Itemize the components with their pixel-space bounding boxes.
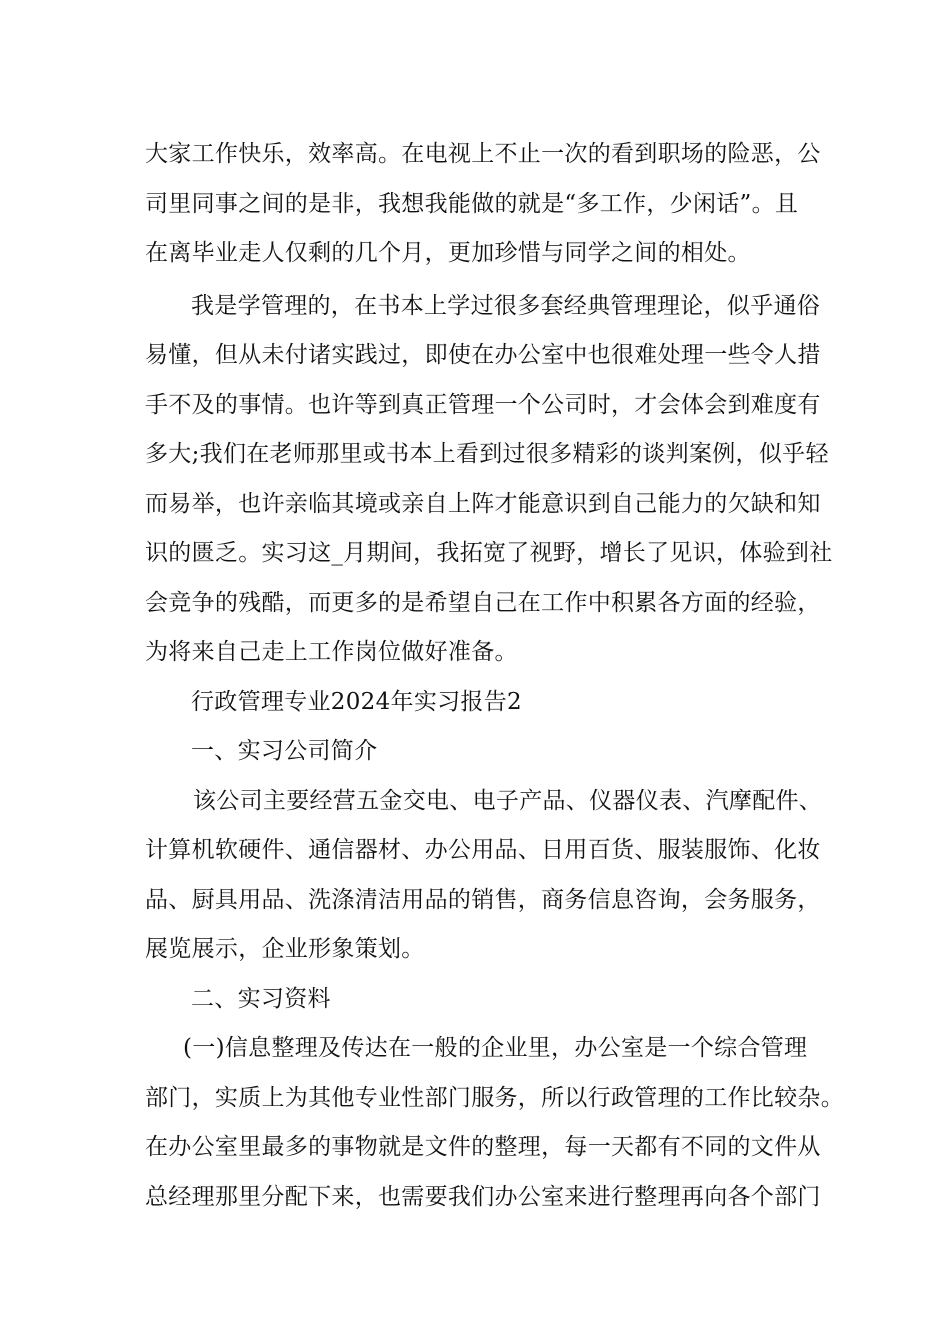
paragraph-company-intro <box>145 777 825 975</box>
text-line: 为将来自己走上工作岗位做好准备。 <box>145 639 518 665</box>
text-line: 总经理那里分配下来，也需要我们办公室来进行整理再向各个部门 <box>145 1183 821 1210</box>
paragraph-1 <box>145 130 825 279</box>
text-line: 在离毕业走人仅剩的几个月，更加珍惜与同学之间的相处。 <box>145 240 751 266</box>
section-heading: 二、实习资料 <box>191 985 331 1012</box>
text-line: 会竞争的残酷，而更多的是希望自己在工作中积累各方面的经验， <box>145 589 821 616</box>
report-title: 行政管理专业2024年实习报告2 <box>191 688 522 715</box>
text-line: 部门，实质上为其他专业性部门服务，所以行政管理的工作比较杂。 <box>145 1084 844 1111</box>
text-line: 展览展示，企业形象策划。 <box>145 936 425 962</box>
text-line: 我是学管理的，在书本上学过很多套经典管理理论，似乎通俗 <box>191 292 821 319</box>
text-line: 司里同事之间的是非，我想我能做的就是“多工作，少闲话”。且 <box>145 190 799 217</box>
section-heading: 一、实习公司简介 <box>191 738 378 764</box>
text-line: 多大;我们在老师那里或书本上看到过很多精彩的谈判案例，似乎轻 <box>145 441 829 467</box>
document-body <box>145 130 844 1222</box>
heading-company-intro <box>145 727 825 777</box>
heading-internship-material <box>145 975 825 1025</box>
text-line: 手不及的事情。也许等到真正管理一个公司时，才会体会到难度有 <box>145 391 821 418</box>
text-line: 计算机软硬件、通信器材、办公用品、日用百货、服装服饰、化妆 <box>145 837 821 863</box>
text-line: 品、厨具用品、洗涤清洁用品的销售，商务信息咨询，会务服务， <box>145 886 821 913</box>
text-line: 该公司主要经营五金交电、电子产品、仪器仪表、汽摩配件、 <box>193 787 823 814</box>
text-line: 在办公室里最多的事物就是文件的整理，每一天都有不同的文件从 <box>145 1134 821 1160</box>
text-line: 易懂，但从未付诸实践过，即使在办公室中也很难处理一些令人措 <box>145 342 821 368</box>
text-line: 识的匮乏。实习这_月期间，我拓宽了视野，增长了见识，体验到社 <box>145 540 833 566</box>
section-title <box>145 678 825 728</box>
paragraph-2 <box>145 282 833 678</box>
text-line: (一)信息整理及传达在一般的企业里，办公室是一个综合管理 <box>183 1035 808 1061</box>
text-line: 而易举，也许亲临其境或亲自上阵才能意识到自己能力的欠缺和知 <box>145 490 821 517</box>
paragraph-info-organizing <box>145 1024 844 1222</box>
text-line: 大家工作快乐，效率高。在电视上不止一次的看到职场的险恶，公 <box>145 141 821 167</box>
